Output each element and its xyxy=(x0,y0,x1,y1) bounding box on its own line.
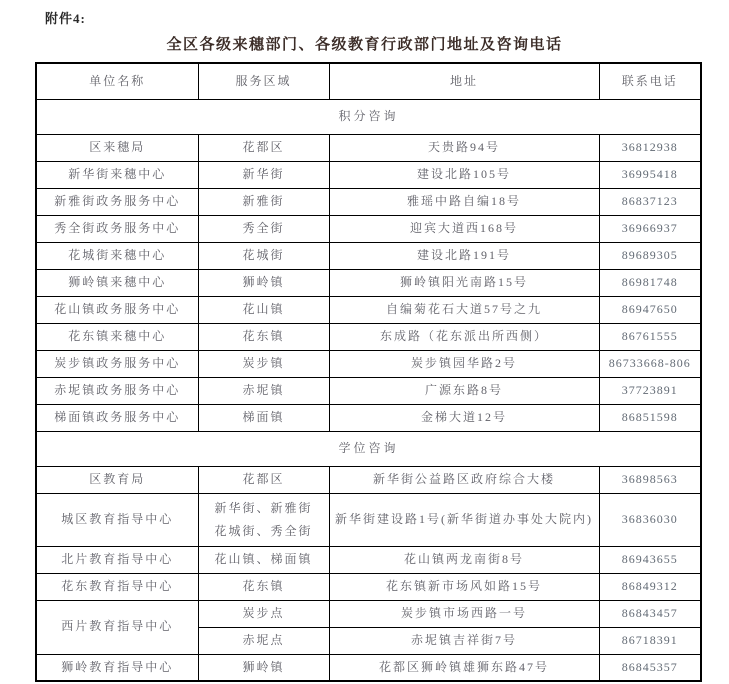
unit-cell: 花东教育指导中心 xyxy=(36,573,198,600)
table-row xyxy=(36,323,701,350)
table-row xyxy=(36,546,701,573)
address-cell: 新华街建设路1号(新华街道办事处大院内) xyxy=(329,493,599,546)
area-cell: 新雅街 xyxy=(198,188,329,215)
attachment-label: 附件4: xyxy=(45,11,86,26)
table-row xyxy=(36,161,701,188)
table-row xyxy=(36,493,701,546)
address-cell: 花山镇两龙南街8号 xyxy=(329,546,599,573)
address-cell: 赤坭镇吉祥街7号 xyxy=(329,627,599,654)
column-header-address: 地址 xyxy=(329,63,599,99)
phone-cell: 89689305 xyxy=(599,242,701,269)
address-cell: 广源东路8号 xyxy=(329,377,599,404)
phone-cell: 36812938 xyxy=(599,134,701,161)
unit-cell: 炭步镇政务服务中心 xyxy=(36,350,198,377)
unit-cell: 北片教育指导中心 xyxy=(36,546,198,573)
unit-cell: 狮岭镇来穗中心 xyxy=(36,269,198,296)
unit-cell: 花东镇来穗中心 xyxy=(36,323,198,350)
table-header-row xyxy=(36,63,701,99)
table-row xyxy=(36,404,701,431)
address-cell: 天贵路94号 xyxy=(329,134,599,161)
unit-cell: 区教育局 xyxy=(36,466,198,493)
unit-cell: 新华街来穗中心 xyxy=(36,161,198,188)
column-header-unit: 单位名称 xyxy=(36,63,198,99)
table-row xyxy=(36,573,701,600)
area-cell: 狮岭镇 xyxy=(198,269,329,296)
phone-cell: 86849312 xyxy=(599,573,701,600)
area-cell: 狮岭镇 xyxy=(198,654,329,681)
area-line: 新华街、新雅街 xyxy=(214,500,313,515)
address-cell: 建设北路105号 xyxy=(329,161,599,188)
unit-cell: 狮岭教育指导中心 xyxy=(36,654,198,681)
area-cell: 炭步镇 xyxy=(198,350,329,377)
unit-cell: 梯面镇政务服务中心 xyxy=(36,404,198,431)
unit-cell: 区来穗局 xyxy=(36,134,198,161)
section-title: 积分咨询 xyxy=(36,99,701,134)
phone-cell: 86947650 xyxy=(599,296,701,323)
phone-cell: 86761555 xyxy=(599,323,701,350)
area-line: 花城街、秀全街 xyxy=(214,523,313,538)
table-row xyxy=(36,188,701,215)
area-cell: 新华街 xyxy=(198,161,329,188)
phone-cell: 86837123 xyxy=(599,188,701,215)
unit-cell: 花山镇政务服务中心 xyxy=(36,296,198,323)
section-header-degree xyxy=(36,431,701,466)
address-phone-table xyxy=(35,62,702,682)
area-cell: 赤坭镇 xyxy=(198,377,329,404)
area-cell: 赤坭点 xyxy=(198,627,329,654)
address-cell: 东成路（花东派出所西侧） xyxy=(329,323,599,350)
phone-cell: 36836030 xyxy=(599,493,701,546)
address-cell: 迎宾大道西168号 xyxy=(329,215,599,242)
unit-cell: 赤坭镇政务服务中心 xyxy=(36,377,198,404)
address-cell: 新华街公益路区政府综合大楼 xyxy=(329,466,599,493)
page-title: 全区各级来穗部门、各级教育行政部门地址及咨询电话 xyxy=(166,37,563,53)
unit-cell: 花城街来穗中心 xyxy=(36,242,198,269)
address-cell: 花都区狮岭镇雄狮东路47号 xyxy=(329,654,599,681)
address-cell: 花东镇新市场风如路15号 xyxy=(329,573,599,600)
table-row xyxy=(36,215,701,242)
phone-cell: 86843457 xyxy=(599,600,701,627)
area-cell xyxy=(198,493,329,546)
phone-cell: 86733668-806 xyxy=(599,350,701,377)
phone-cell: 86718391 xyxy=(599,627,701,654)
phone-cell: 36898563 xyxy=(599,466,701,493)
area-cell: 花都区 xyxy=(198,134,329,161)
phone-cell: 86851598 xyxy=(599,404,701,431)
address-cell: 炭步镇园华路2号 xyxy=(329,350,599,377)
area-cell: 炭步点 xyxy=(198,600,329,627)
address-cell: 炭步镇市场西路一号 xyxy=(329,600,599,627)
column-header-phone: 联系电话 xyxy=(599,63,701,99)
table-row xyxy=(36,600,701,627)
phone-cell: 86845357 xyxy=(599,654,701,681)
area-cell: 花都区 xyxy=(198,466,329,493)
section-header-points xyxy=(36,99,701,134)
address-cell: 雅瑶中路自编18号 xyxy=(329,188,599,215)
table-row xyxy=(36,377,701,404)
area-cell: 梯面镇 xyxy=(198,404,329,431)
table-row xyxy=(36,350,701,377)
area-cell: 秀全街 xyxy=(198,215,329,242)
unit-cell: 秀全街政务服务中心 xyxy=(36,215,198,242)
address-cell: 金梯大道12号 xyxy=(329,404,599,431)
phone-cell: 36995418 xyxy=(599,161,701,188)
section-title: 学位咨询 xyxy=(36,431,701,466)
area-cell: 花城街 xyxy=(198,242,329,269)
area-cell: 花山镇 xyxy=(198,296,329,323)
table-row xyxy=(36,134,701,161)
table-row xyxy=(36,466,701,493)
address-cell: 狮岭镇阳光南路15号 xyxy=(329,269,599,296)
phone-cell: 86943655 xyxy=(599,546,701,573)
phone-cell: 37723891 xyxy=(599,377,701,404)
area-cell: 花山镇、梯面镇 xyxy=(198,546,329,573)
address-cell: 自编菊花石大道57号之九 xyxy=(329,296,599,323)
phone-cell: 36966937 xyxy=(599,215,701,242)
table-row xyxy=(36,654,701,681)
area-cell: 花东镇 xyxy=(198,323,329,350)
table-row xyxy=(36,242,701,269)
unit-cell: 城区教育指导中心 xyxy=(36,493,198,546)
area-cell: 花东镇 xyxy=(198,573,329,600)
unit-cell: 西片教育指导中心 xyxy=(36,600,198,654)
table-row xyxy=(36,269,701,296)
phone-cell: 86981748 xyxy=(599,269,701,296)
unit-cell: 新雅街政务服务中心 xyxy=(36,188,198,215)
address-cell: 建设北路191号 xyxy=(329,242,599,269)
column-header-area: 服务区域 xyxy=(198,63,329,99)
table-row xyxy=(36,296,701,323)
